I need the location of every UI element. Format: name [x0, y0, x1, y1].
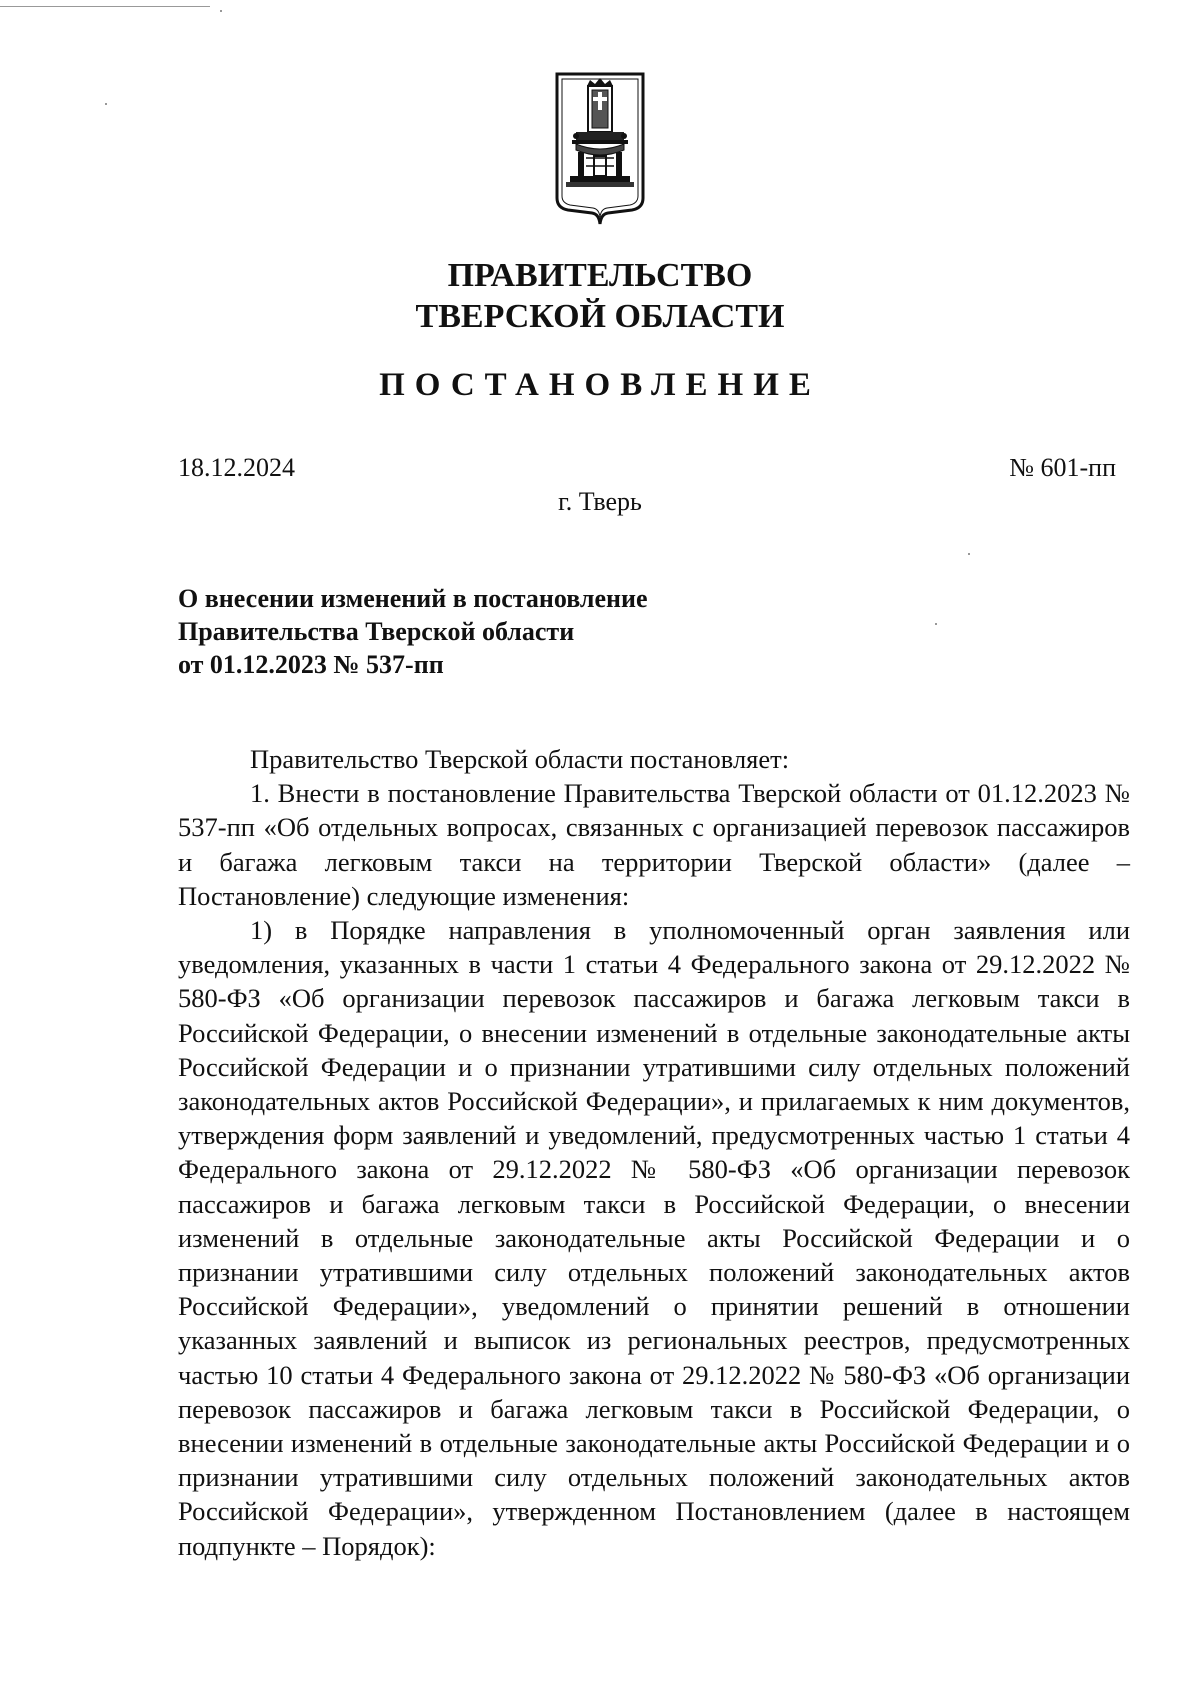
government-title	[0, 255, 1200, 337]
document-subject	[178, 582, 648, 681]
tver-coat-of-arms-icon	[554, 72, 646, 228]
body-paragraph-subitem-1: 1) в Порядке направления в уполномоченный орган заявления или уведомления, указанных в части 1 статьи 4 Федерального закона от 29.12.2022 № 580-ФЗ «Об организации перевозок пассажиров и багажа легковым такси в Российской Федерации, о внесении изменений в отдельные законодательные акты Российской Федерации и о признании утратившими силу отдельных положений законодательных актов Российской Федерации», и прилагаемых к ним документов, утверждения форм заявлений и уведомлений, предусмотренных частью 1 статьи 4 Федерального закона от 29.12.2022 № 580-ФЗ «Об организации перевозок пассажиров и багажа легковым такси в Российской Федерации, о внесении изменений в отдельные законодательные акты Российской Федерации и о признании утратившими силу отдельных положений законодательных актов Российской Федерации», уведомлений о принятии решений в отношении указанных заявлений и выписок из региональных реестров, предусмотренных частью 10 статьи 4 Федерального закона от 29.12.2022 № 580-ФЗ «Об организации перевозок пассажиров и багажа легковым такси в Российской Федерации, о внесении изменений в отдельные законодательные акты Российской Федерации и о признании утратившими силу отдельных положений законодательных актов Российской Федерации», утвержденном Постановлением (далее в настоящем подпункте – Порядок):	[178, 915, 1130, 1561]
scan-artifact-dot	[935, 623, 937, 625]
document-city: г. Тверь	[558, 487, 642, 516]
scan-artifact-line	[0, 6, 210, 7]
document-number: № 601-пп	[1009, 453, 1116, 482]
scan-artifact-dot	[220, 10, 222, 12]
subject-line: Правительства Тверской области	[178, 617, 575, 646]
document-type-heading: ПОСТАНОВЛЕНИЕ	[379, 367, 821, 403]
government-title-line1: ПРАВИТЕЛЬСТВО	[447, 257, 753, 294]
document-body	[178, 742, 1130, 1563]
body-paragraph-preamble: Правительство Тверской области постановляет:	[250, 744, 790, 774]
document-date: 18.12.2024	[178, 453, 295, 482]
scan-artifact-dot	[968, 553, 970, 555]
body-paragraph-item-1: 1. Внести в постановление Правительства Тверской области от 01.12.2023 № 537-пп «Об отдельных вопросах, связанных с организацией перевозок пассажиров и багажа легковым такси на территории Тверской области» (далее – Постановление) следующие изменения:	[178, 778, 1130, 911]
government-title-line2: ТВЕРСКОЙ ОБЛАСТИ	[415, 298, 785, 335]
scan-artifact-dot	[105, 103, 107, 105]
subject-line: О внесении изменений в постановление	[178, 584, 648, 613]
subject-line: от 01.12.2023 № 537-пп	[178, 650, 444, 679]
